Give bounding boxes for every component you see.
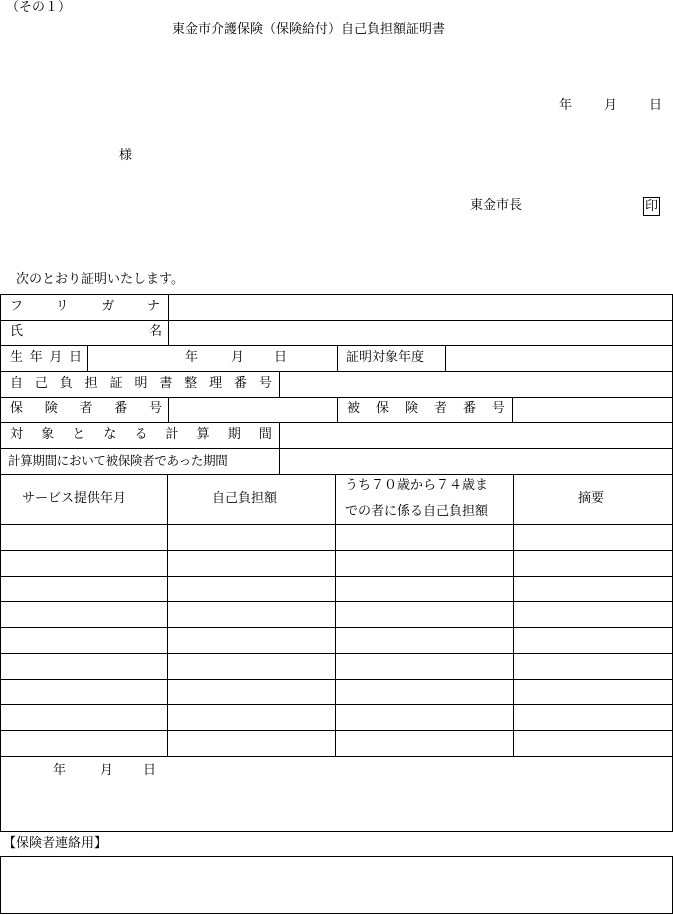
furigana-label: フ リ ガ ナ	[10, 299, 160, 314]
calc-period-field[interactable]	[280, 423, 672, 448]
table-row	[1, 731, 672, 756]
insurer-number-field[interactable]	[169, 398, 337, 422]
birth-year: 年	[185, 350, 199, 365]
insured-number-field[interactable]	[513, 398, 672, 422]
furigana-field[interactable]	[169, 295, 672, 320]
table-row	[1, 654, 672, 679]
cert-number-field[interactable]	[280, 372, 672, 397]
table-row	[1, 525, 672, 550]
column-header-copay: 自己負担額	[212, 491, 278, 506]
insured-number-label: 被 保 険 者 番 号	[347, 401, 505, 416]
form-label: （その１）	[6, 0, 72, 15]
table-row	[1, 577, 672, 601]
insured-period-field[interactable]	[280, 449, 672, 474]
cert-number-label: 自 己 負 担 証 明 書 整 理 番 号	[10, 376, 272, 391]
table-row	[1, 602, 672, 627]
table-row	[1, 628, 672, 653]
intro-text: 次のとおり証明いたします。	[16, 272, 184, 287]
target-year-field[interactable]	[446, 346, 672, 371]
issue-date-month: 月	[604, 98, 618, 113]
table-row	[1, 680, 672, 704]
footer-year: 年	[53, 763, 67, 778]
issue-date-year: 年	[559, 98, 573, 113]
insured-period-label: 計算期間において被保険者であった期間	[8, 453, 228, 468]
insurer-contact-box[interactable]	[0, 856, 673, 914]
seal-stamp: 印	[645, 199, 659, 214]
calc-period-label: 対 象 と な る 計 算 期 間	[10, 427, 272, 442]
page-title: 東金市介護保険（保険給付）自己負担額証明書	[172, 22, 446, 37]
birth-month: 月	[231, 350, 245, 365]
issuer-name: 東金市長	[470, 198, 523, 213]
footer-day: 日	[143, 763, 157, 778]
target-year-label: 証明対象年度	[346, 350, 425, 365]
table-row	[1, 551, 672, 576]
issue-date-day: 日	[649, 98, 663, 113]
name-label: 氏 名	[10, 324, 162, 339]
table-row	[1, 705, 672, 730]
name-field[interactable]	[169, 321, 672, 345]
birthdate-label: 生 年 月 日	[10, 350, 82, 365]
column-header-remarks: 摘要	[578, 491, 605, 506]
column-header-copay-70-74-line2: での者に係る自己負担額	[345, 504, 489, 519]
column-header-copay-70-74-line1: うち７０歳から７４歳ま	[345, 478, 489, 493]
footer-month: 月	[100, 763, 114, 778]
insurer-contact-label: 【保険者連絡用】	[3, 836, 108, 851]
column-header-service-month: サービス提供年月	[22, 491, 127, 506]
insurer-number-label: 保 険 者 番 号	[10, 401, 162, 416]
birth-day: 日	[274, 350, 288, 365]
addressee-suffix: 様	[119, 148, 133, 163]
